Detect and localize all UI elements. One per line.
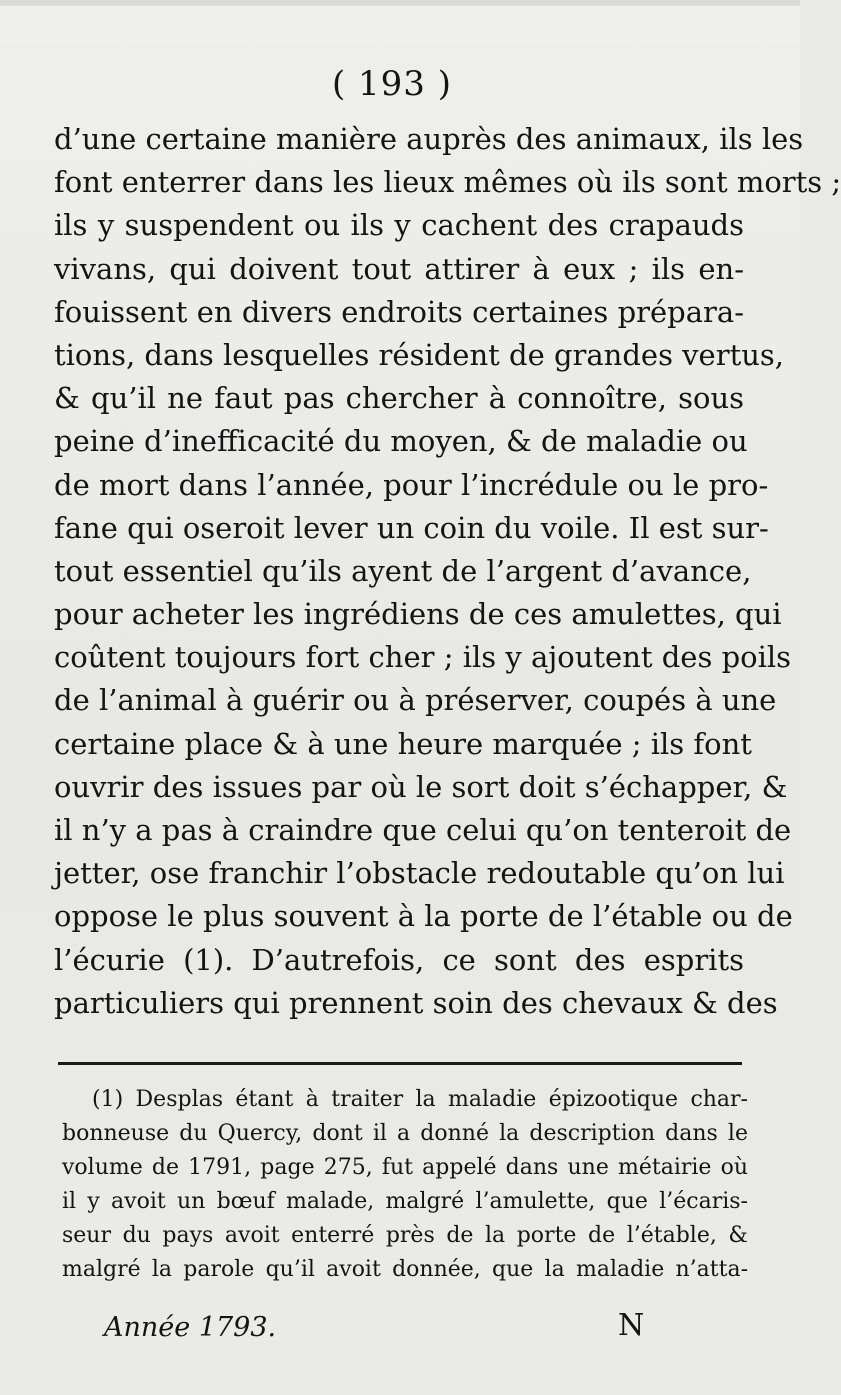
body-line: de l’animal à guérir ou à préserver, coupés à une xyxy=(54,683,777,718)
body-line: peine d’inefficacité du moyen, & de maladie ou xyxy=(54,424,748,459)
page-edge xyxy=(0,0,800,6)
footnote-line: malgré la parole qu’il avoit donnée, que la maladie n’atta- xyxy=(62,1257,748,1282)
footnote-line: il y avoit un bœuf malade, malgré l’amulette, que l’écaris- xyxy=(62,1189,748,1214)
footnote-line: seur du pays avoit enterré près de la porte de l’étable, & xyxy=(62,1223,748,1248)
signature-mark: N xyxy=(618,1308,645,1343)
body-line: particuliers qui prennent soin des chevaux & des xyxy=(54,985,778,1020)
body-line: l’écurie (1). D’autrefois, ce sont des esprits xyxy=(54,942,744,977)
body-line: fouissent en divers endroits certaines prépara- xyxy=(54,294,744,329)
body-line: jetter, ose franchir l’obstacle redoutable qu’on lui xyxy=(54,856,785,891)
signature-year: Année 1793. xyxy=(104,1312,277,1343)
body-line: vivans, qui doivent tout attirer à eux ; ils en- xyxy=(54,251,744,286)
body-line: fane qui oseroit lever un coin du voile. Il est sur- xyxy=(54,510,769,545)
body-line: oppose le plus souvent à la porte de l’étable ou de xyxy=(54,899,793,934)
body-line: coûtent toujours fort cher ; ils y ajoutent des poils xyxy=(54,640,792,675)
body-line: certaine place & à une heure marquée ; ils font xyxy=(54,726,752,761)
footnote-divider xyxy=(58,1062,742,1065)
footnote-line: volume de 1791, page 275, fut appelé dans une métairie où xyxy=(62,1155,748,1180)
body-line: ouvrir des issues par où le sort doit s’échapper, & xyxy=(54,769,788,804)
page-number: ( 193 ) xyxy=(331,64,453,104)
body-line: d’une certaine manière auprès des animaux, ils les xyxy=(54,122,804,156)
footnote-line: (1) Desplas étant à traiter la maladie épizootique char- xyxy=(92,1087,748,1112)
body-line: de mort dans l’année, pour l’incrédule ou le pro- xyxy=(54,467,769,502)
body-line: il n’y a pas à craindre que celui qu’on tenteroit de xyxy=(54,813,792,847)
body-text xyxy=(54,118,841,1025)
body-line: & qu’il ne faut pas chercher à connoître, sous xyxy=(54,381,744,416)
body-line: tout essentiel qu’ils ayent de l’argent d’avance, xyxy=(54,553,752,588)
footnote xyxy=(62,1083,748,1287)
footnote-line: bonneuse du Quercy, dont il a donné la description dans le xyxy=(62,1121,748,1146)
body-line: ils y suspendent ou ils y cachent des crapauds xyxy=(54,208,744,243)
body-line: font enterrer dans les lieux mêmes où ils sont morts ; xyxy=(54,165,841,200)
body-line: pour acheter les ingrédiens de ces amulettes, qui xyxy=(54,597,782,632)
body-line: tions, dans lesquelles résident de grandes vertus, xyxy=(54,337,785,372)
